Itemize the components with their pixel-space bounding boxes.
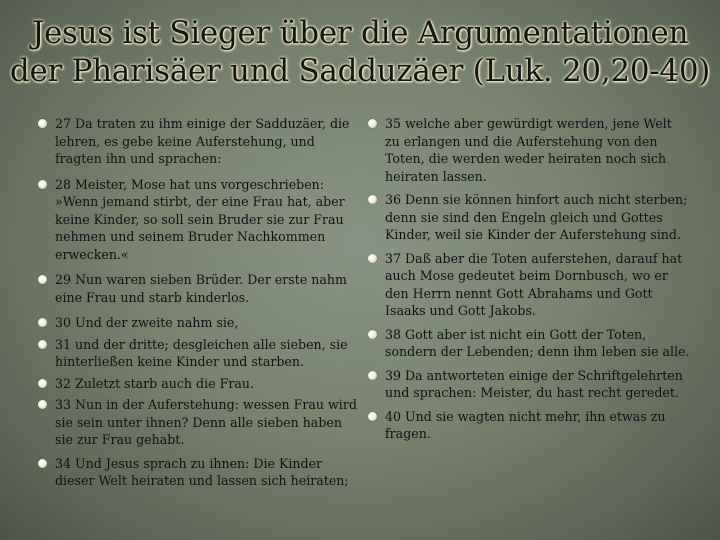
list-item	[38, 375, 360, 393]
bullet-icon	[38, 275, 47, 284]
verse-text: 40 Und sie wagten nicht mehr, ihn etwas zu fragen.	[385, 408, 666, 441]
bullet-icon	[38, 379, 47, 388]
verse-text: 31 und der dritte; desgleichen alle sieben, sie hinterließen keine Kinder und starben.	[55, 336, 348, 369]
slide-title	[0, 14, 720, 90]
verse-text: 39 Da antworteten einige der Schriftgelehrten und sprachen: Meister, du hast recht geredet.	[385, 367, 683, 400]
verse-text: 36 Denn sie können hinfort auch nicht sterben; denn sie sind den Engeln gleich und Gottes Kinder, weil sie Kinder der Auferstehung sind.	[385, 192, 688, 242]
bullet-icon	[38, 318, 47, 327]
bullet-icon	[368, 254, 377, 263]
verse-text: 33 Nun in der Auferstehung: wessen Frau wird sie sein unter ihnen? Denn alle sieben haben sie zur Frau gehabt.	[55, 397, 357, 447]
list-item	[368, 250, 690, 320]
list-item	[368, 115, 690, 185]
list-item	[38, 455, 360, 490]
verse-text: 30 Und der zweite nahm sie,	[55, 315, 239, 330]
list-item	[368, 191, 690, 244]
list-item	[38, 115, 360, 168]
bullet-icon	[38, 340, 47, 349]
bullet-icon	[38, 459, 47, 468]
left-column	[38, 115, 360, 490]
verse-text: 37 Daß aber die Toten auferstehen, darauf hat auch Mose gedeutet beim Dornbusch, wo er den Herrn nennt Gott Abrahams und Gott Isaaks und Gott Jakobs.	[385, 250, 683, 318]
title-line-2: der Pharisäer und Sadduzäer (Luk. 20,20-40)	[9, 53, 711, 89]
verse-text: 35 welche aber gewürdigt werden, jene Welt zu erlangen und die Auferstehung von den Toten, die werden weder heiraten noch sich heiraten lassen.	[385, 116, 672, 184]
bullet-icon	[368, 330, 377, 339]
list-item	[368, 408, 690, 443]
right-column	[368, 115, 690, 443]
verse-text: 32 Zuletzt starb auch die Frau.	[55, 375, 254, 391]
bullet-icon	[368, 412, 377, 421]
list-item	[38, 396, 360, 449]
verse-text: 28 Meister, Mose hat uns vorgeschrieben: »Wenn jemand stirbt, der eine Frau hat, aber keine Kinder, so soll sein Bruder sie zur Frau nehmen und seinem Bruder Nachkommen erwecken.«	[55, 176, 345, 262]
list-item	[38, 176, 360, 264]
bullet-icon	[368, 195, 377, 204]
bullet-icon	[38, 119, 47, 128]
title-line-1: Jesus ist Sieger über die Argumentationen	[31, 15, 689, 51]
bullet-icon	[38, 180, 47, 189]
verse-text: 27 Da traten zu ihm einige der Sadduzäer, die lehren, es gebe keine Auferstehung, und fragten ihn und sprachen:	[55, 116, 350, 166]
bullet-icon	[368, 371, 377, 380]
verse-text: 38 Gott aber ist nicht ein Gott der Toten, sondern der Lebenden; denn ihm leben sie alle.	[385, 326, 690, 359]
list-item	[38, 271, 360, 306]
list-item	[38, 336, 360, 371]
verse-text: 34 Und Jesus sprach zu ihnen: Die Kinder dieser Welt heiraten und lassen sich heiraten;	[55, 455, 349, 488]
verse-text: 29 Nun waren sieben Brüder. Der erste nahm eine Frau und starb kinderlos.	[55, 272, 347, 305]
bullet-icon	[38, 400, 47, 409]
list-item	[368, 326, 690, 361]
list-item	[368, 367, 690, 402]
bullet-icon	[368, 119, 377, 128]
list-item	[38, 314, 360, 332]
